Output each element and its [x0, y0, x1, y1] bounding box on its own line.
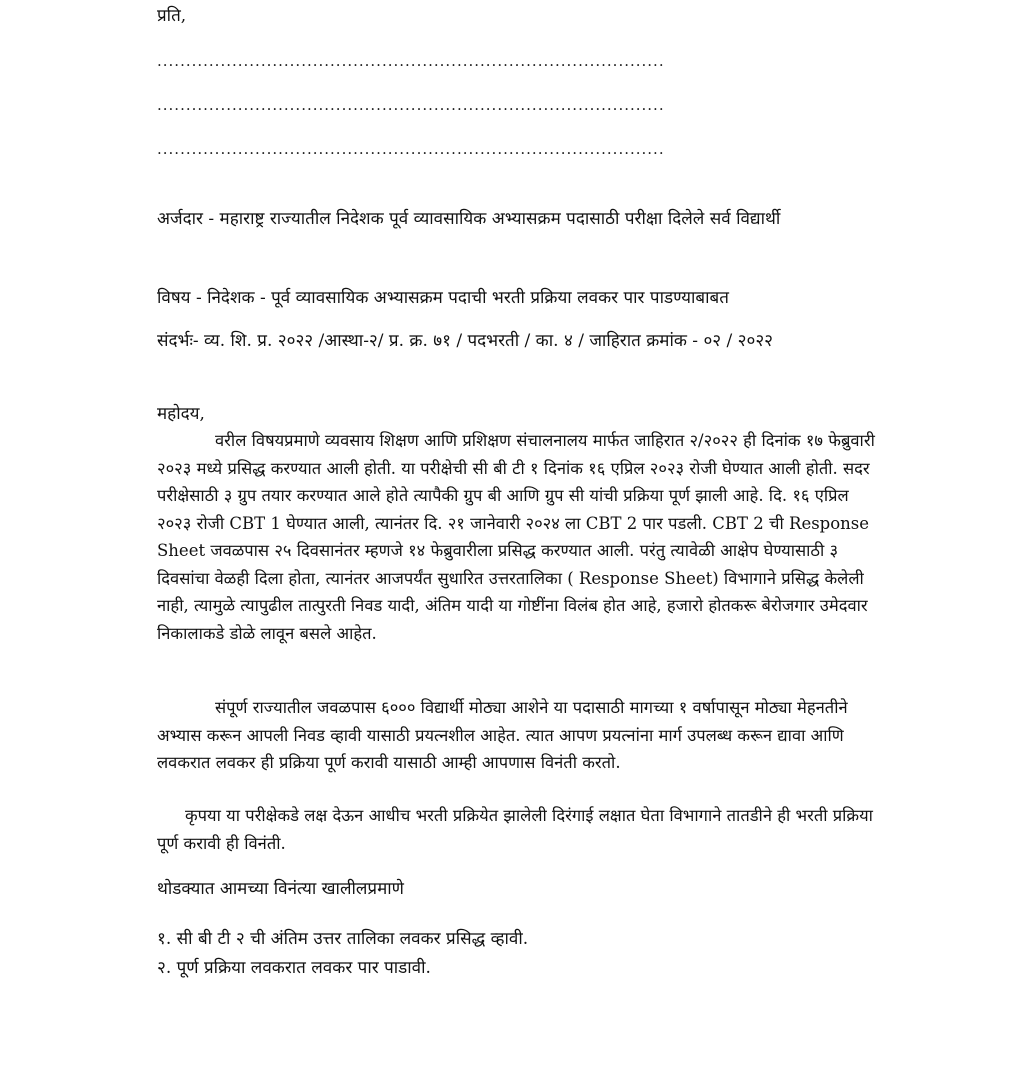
address-line-3: ........................................................................................ [157, 140, 665, 158]
salutation: महोदय, [157, 404, 205, 424]
address-line-1: ........................................................................................ [157, 52, 665, 70]
body-paragraph-3: कृपया या परीक्षेकडे लक्ष देऊन आधीच भरती प्रक्रियेत झालेली दिरंगाई लक्षात घेता विभागाने तातडीने ही भरती प्रक्रिया पूर्ण करावी ही विनंती. [157, 806, 873, 853]
request-item-1: १. सी बी टी २ ची अंतिम उत्तर तालिका लवकर प्रसिद्ध व्हावी. [157, 929, 529, 949]
address-line-2: ........................................................................................ [157, 96, 665, 114]
reference-line: संदर्भः- व्य. शि. प्र. २०२२ /आस्था-२/ प्र. क्र. ७१ / पदभरती / का. ४ / जाहिरात क्रमांक - ०२ / २०२२ [157, 331, 774, 351]
body-paragraph-2: संपूर्ण राज्यातील जवळपास ६००० विद्यार्थी मोठ्या आशेने या पदासाठी मागच्या १ वर्षापासून मोठ्या मेहनतीने अभ्यास करून आपली निवड व्हावी यासाठी प्रयत्नशील आहेत. त्यात आपण प्रयत्नांना मार्ग उपलब्ध करून द्यावा आणि लवकरात लवकर ही प्रक्रिया पूर्ण करावी यासाठी आम्ही आपणास विनंती करतो. [157, 698, 848, 772]
body-paragraph-1: वरील विषयप्रमाणे व्यवसाय शिक्षण आणि प्रशिक्षण संचालनालय मार्फत जाहिरात २/२०२२ ही दिनांक १७ फेब्रुवारी २०२३ मध्ये प्रसिद्ध करण्यात आली होती. या परीक्षेची सी बी टी १ दिनांक १६ एप्रिल २०२३ रोजी घेण्यात आली होती. सदर परीक्षेसाठी ३ ग्रुप तयार करण्यात आले होते त्यापैकी ग्रुप बी आणि ग्रुप सी यांची प्रक्रिया पूर्ण झाली आहे. दि. १६ एप्रिल २०२३ रोजी CBT 1 घेण्यात आली, त्यानंतर दि. २१ जानेवारी २०२४ ला CBT 2 पार पडली. CBT 2 ची Response Sheet जवळपास २५ दिवसानंतर म्हणजे १४ फेब्रुवारीला प्रसिद्ध करण्यात आली. परंतु त्यावेळी आक्षेप घेण्यासाठी ३ दिवसांचा वेळही दिला होता, त्यानंतर आजपर्यंत सुधारित उत्तरतालिका ( Response Sheet) विभागाने प्रसिद्ध केलेली नाही, त्यामुळे त्यापुढील तात्पुरती निवड यादी, अंतिम यादी या गोष्टींना विलंब होत आहे, हजारो होतकरू बेरोजगार उमेदवार निकालाकडे डोळे लावून बसले आहेत. [157, 431, 875, 643]
subject-line: विषय - निदेशक - पूर्व व्यावसायिक अभ्यासक्रम पदाची भरती प्रक्रिया लवकर पार पाडण्याबाबत [157, 288, 729, 308]
applicant-line: अर्जदार - महाराष्ट्र राज्यातील निदेशक पूर्व व्यावसायिक अभ्यासक्रम पदासाठी परीक्षा दिलेले सर्व विद्यार्थी [157, 209, 781, 229]
request-item-2: २. पूर्ण प्रक्रिया लवकरात लवकर पार पाडावी. [157, 958, 431, 978]
to-label: प्रति, [157, 6, 187, 26]
requests-heading: थोडक्यात आमच्या विनंत्या खालीलप्रमाणे [157, 879, 404, 899]
